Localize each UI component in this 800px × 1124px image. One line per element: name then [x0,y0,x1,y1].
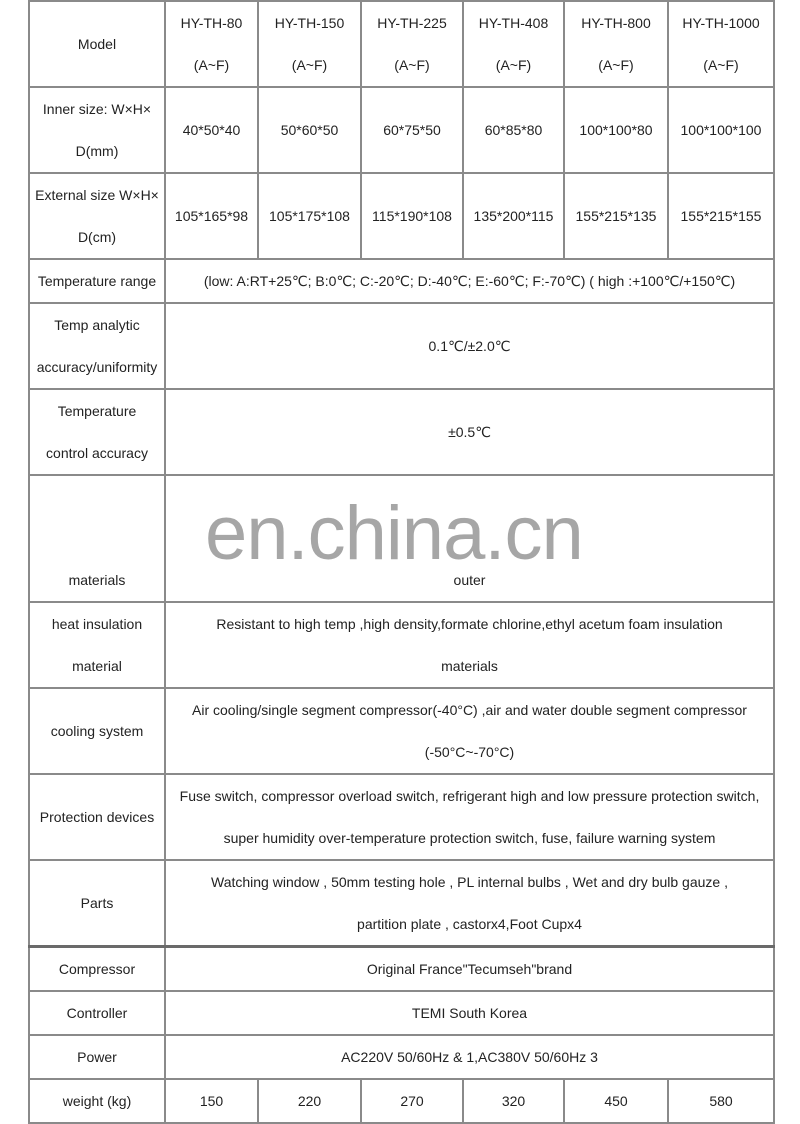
label-power: Power [29,1035,165,1079]
temp-control-value: ±0.5℃ [165,389,774,475]
inner-size-cell: 100*100*100 [668,87,774,173]
watermark: en.china.cn [205,491,583,576]
inner-size-cell: 50*60*50 [258,87,361,173]
spec-table [28,0,775,1124]
model-variant: (A~F) [495,57,532,73]
label-model: Model [29,1,165,87]
inner-size-cell: 40*50*40 [165,87,258,173]
label-compressor: Compressor [29,947,165,992]
model-cell [463,1,564,87]
label-external-size [29,173,165,259]
label-line: control accuracy [46,445,148,461]
row-model [29,1,774,87]
weight-cell: 580 [668,1079,774,1123]
value-line: materials [441,658,498,674]
row-parts [29,860,774,947]
label-heat-insulation [29,602,165,688]
model-name: HY-TH-80 [180,15,243,31]
temp-analytic-value: 0.1℃/±2.0℃ [165,303,774,389]
row-controller [29,991,774,1035]
label-line: material [72,658,122,674]
label-line: D(mm) [75,143,119,159]
model-variant: (A~F) [291,57,328,73]
power-value: AC220V 50/60Hz & 1,AC380V 50/60Hz 3 [165,1035,774,1079]
row-inner-size [29,87,774,173]
value-line: super humidity over-temperature protection switch, fuse, failure warning system [223,830,716,846]
row-external-size [29,173,774,259]
temp-range-value: (low: A:RT+25℃; B:0℃; C:-20℃; D:-40℃; E:-60℃; F:-70℃) ( high :+100℃/+150℃) [165,259,774,303]
weight-cell: 270 [361,1079,463,1123]
row-protection-devices [29,774,774,860]
label-controller: Controller [29,991,165,1035]
model-variant: (A~F) [598,57,634,73]
label-weight: weight (kg) [29,1079,165,1123]
model-variant: (A~F) [394,57,430,73]
label-line: accuracy/uniformity [36,359,158,375]
label-line: Inner size: W×H× [42,101,152,117]
inner-size-cell: 100*100*80 [564,87,668,173]
inner-size-cell: 60*85*80 [463,87,564,173]
external-size-cell: 135*200*115 [463,173,564,259]
heat-insulation-value [165,602,774,688]
label-line: Temperature [57,403,137,419]
model-name: HY-TH-1000 [682,15,760,31]
label-inner-size [29,87,165,173]
row-temp-analytic [29,303,774,389]
model-variant: (A~F) [703,57,739,73]
controller-value: TEMI South Korea [165,991,774,1035]
label-temp-range: Temperature range [29,259,165,303]
label-parts: Parts [29,860,165,947]
row-power [29,1035,774,1079]
label-cooling-system: cooling system [29,688,165,774]
model-cell [564,1,668,87]
model-cell [361,1,463,87]
value-line: Fuse switch, compressor overload switch, refrigerant high and low pressure protection switch, [179,788,760,804]
row-materials [29,475,774,602]
external-size-cell: 155*215*155 [668,173,774,259]
value-line: Air cooling/single segment compressor(-40°C) ,air and water double segment compressor [192,702,747,718]
value-line: (-50°C~-70°C) [424,744,515,760]
label-protection-devices: Protection devices [29,774,165,860]
model-name: HY-TH-225 [377,15,447,31]
value-line: Watching window , 50mm testing hole , PL internal bulbs , Wet and dry bulb gauze , [211,874,728,890]
model-cell [165,1,258,87]
row-weight [29,1079,774,1123]
protection-devices-value [165,774,774,860]
label-line: D(cm) [77,229,117,245]
external-size-cell: 105*165*98 [165,173,258,259]
label-line: Temp analytic [54,317,140,333]
inner-size-cell: 60*75*50 [361,87,463,173]
model-name: HY-TH-150 [274,15,345,31]
label-temp-analytic [29,303,165,389]
parts-value [165,860,774,947]
value-line: partition plate , castorx4,Foot Cupx4 [357,916,582,932]
weight-cell: 220 [258,1079,361,1123]
external-size-cell: 115*190*108 [361,173,463,259]
label-line: External size W×H× [35,187,159,203]
weight-cell: 150 [165,1079,258,1123]
value-line: Resistant to high temp ,high density,formate chlorine,ethyl acetum foam insulation [216,616,723,632]
weight-cell: 450 [564,1079,668,1123]
external-size-cell: 155*215*135 [564,173,668,259]
cooling-system-value [165,688,774,774]
row-temp-control [29,389,774,475]
weight-cell: 320 [463,1079,564,1123]
row-cooling-system [29,688,774,774]
model-cell [668,1,774,87]
row-compressor [29,947,774,992]
model-variant: (A~F) [193,57,230,73]
compressor-value: Original France"Tecumseh"brand [165,947,774,992]
model-name: HY-TH-408 [478,15,549,31]
external-size-cell: 105*175*108 [258,173,361,259]
row-temp-range [29,259,774,303]
label-temp-control [29,389,165,475]
label-materials: materials [29,475,165,602]
materials-value: outer [165,475,774,602]
row-heat-insulation [29,602,774,688]
model-cell [258,1,361,87]
model-name: HY-TH-800 [581,15,651,31]
label-line: heat insulation [51,616,143,632]
